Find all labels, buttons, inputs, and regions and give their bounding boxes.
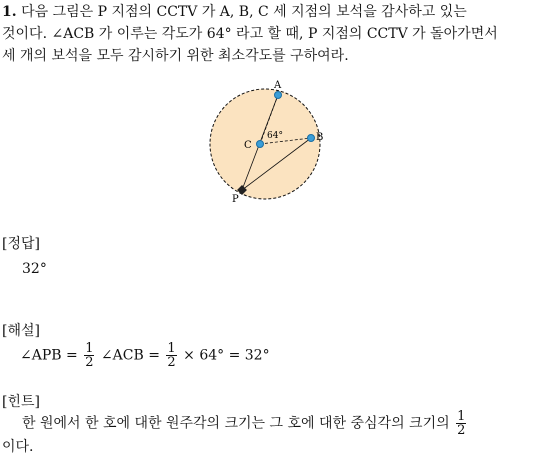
label-a: A [274,80,282,91]
circle-figure [195,78,335,208]
fraction-2-numerator: 1 [167,341,176,356]
equation-rhs: × 64° = 32° [183,347,270,364]
label-c: C [244,140,252,151]
hint-line-2: 이다. [2,439,34,455]
answer-value: 32° [22,261,47,277]
label-p: P [232,194,239,205]
label-b: B [316,132,324,143]
point-c [257,141,264,148]
problem-line-1 [2,2,467,22]
hint-text-1: 한 원에서 한 호에 대한 원주각의 크기는 그 호에 대한 중심각의 크기의 [22,415,450,432]
hint-fraction [456,410,466,437]
angle-label: 64° [267,131,283,141]
problem-line-3: 세 개의 보석을 모두 감시하기 위한 최소각도를 구하여라. [2,48,349,64]
problem-number: 1. [2,4,17,20]
point-a [275,92,282,99]
explanation-equation [20,342,270,369]
figure-svg [195,78,335,208]
equation-fraction-1 [84,342,94,369]
equation-fraction-2 [166,342,176,369]
hint-line-1 [22,410,468,437]
fraction-1-numerator: 1 [85,341,94,356]
problem-line-2: 것이다. ∠ACB 가 이루는 각도가 64° 라고 할 때, P 지점의 CCTV 가 돌아가면서 [2,26,498,42]
point-b [308,135,315,142]
equation-mid: ∠ACB = [100,347,160,364]
fraction-1-denominator: 2 [85,355,94,370]
problem-text-1: 다음 그림은 P 지점의 CCTV 가 A, B, C 세 지점의 보석을 감사하고 있는 [21,4,467,20]
explanation-heading: [해설] [2,323,40,339]
equation-lhs: ∠APB = [20,347,78,364]
answer-heading: [정답] [2,236,40,252]
fraction-2-denominator: 2 [167,355,176,370]
hint-fraction-denominator: 2 [457,423,466,438]
hint-heading: [힌트] [2,394,40,410]
hint-fraction-numerator: 1 [457,409,466,424]
